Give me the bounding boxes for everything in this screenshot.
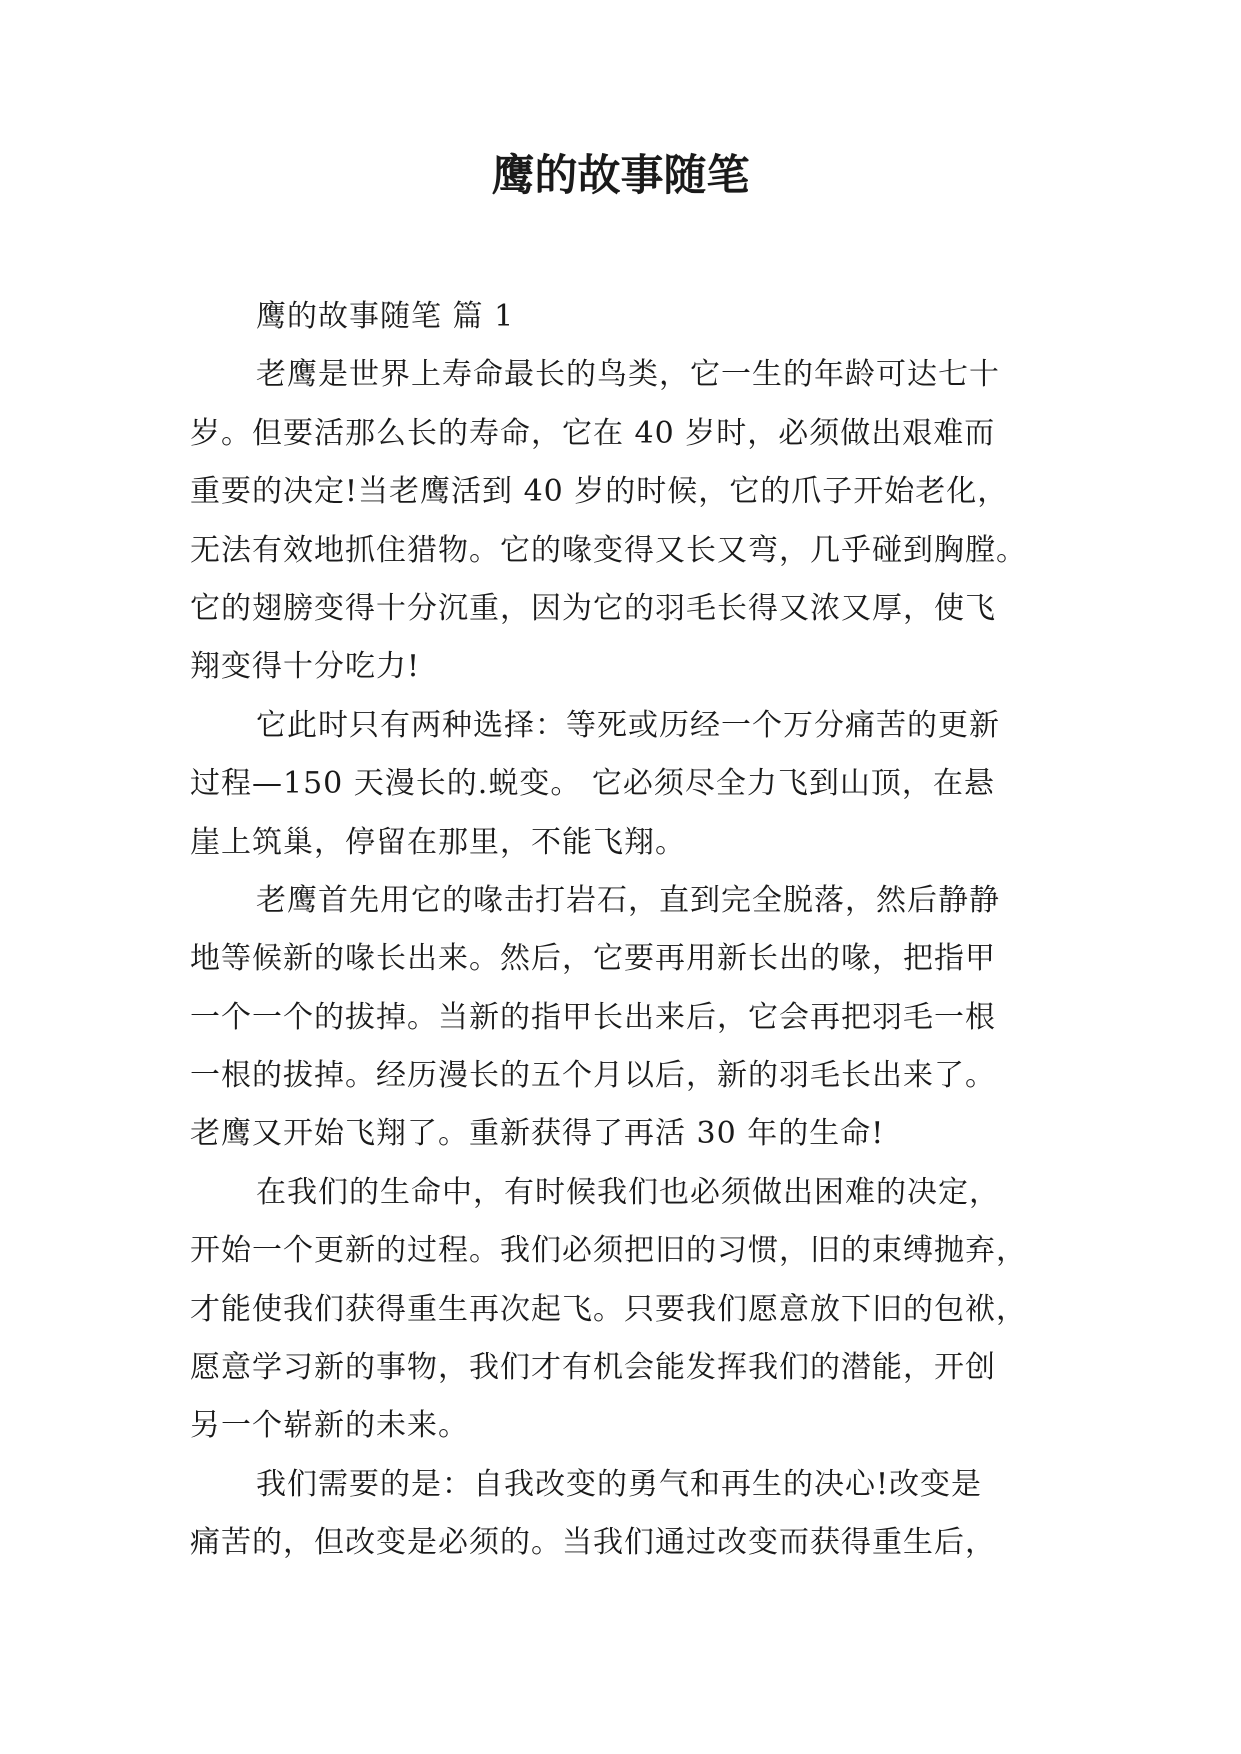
paragraph-line: 痛苦的，但改变是必须的。当我们通过改变而获得重生后，	[190, 1525, 996, 1561]
paragraph-line: 才能使我们获得重生再次起飞。只要我们愿意放下旧的包袱，	[190, 1291, 1027, 1327]
paragraph-line: 地等候新的喙长出来。然后，它要再用新长出的喙，把指甲	[190, 941, 996, 977]
paragraph-line: 它此时只有两种选择：等死或历经一个万分痛苦的更新	[256, 707, 1000, 743]
document-body	[190, 288, 1090, 1573]
paragraph-line: 它的翅膀变得十分沉重，因为它的羽毛长得又浓又厚，使飞	[190, 590, 996, 626]
paragraph-line: 老鹰是世界上寿命最长的鸟类，它一生的年龄可达七十	[256, 357, 1000, 393]
paragraph-line: 开始一个更新的过程。我们必须把旧的习惯，旧的束缚抛弃，	[190, 1233, 1027, 1269]
paragraph-line: 重要的决定!当老鹰活到 40 岁的时候，它的爪子开始老化，	[190, 474, 1009, 510]
paragraph-line: 愿意学习新的事物，我们才有机会能发挥我们的潜能，开创	[190, 1350, 996, 1386]
paragraph-line: 岁。但要活那么长的寿命，它在 40 岁时，必须做出艰难而	[190, 415, 996, 451]
page-title: 鹰的故事随笔	[491, 151, 750, 201]
section-heading: 鹰的故事随笔 篇 1	[256, 299, 515, 334]
paragraph-line: 崖上筑巢，停留在那里，不能飞翔。	[190, 824, 686, 860]
paragraph-line: 过程—150 天漫长的.蜕变。 它必须尽全力飞到山顶，在悬	[190, 766, 995, 802]
paragraph-line: 老鹰首先用它的喙击打岩石，直到完全脱落，然后静静	[256, 882, 1000, 918]
paragraph-line: 另一个崭新的未来。	[190, 1408, 469, 1444]
paragraph-line: 在我们的生命中，有时候我们也必须做出困难的决定，	[256, 1174, 1000, 1210]
paragraph-line: 我们需要的是：自我改变的勇气和再生的决心!改变是	[256, 1466, 983, 1502]
paragraph-line: 翔变得十分吃力!	[190, 649, 421, 685]
paragraph-line: 老鹰又开始飞翔了。重新获得了再活 30 年的生命!	[190, 1116, 885, 1152]
paragraph-line: 无法有效地抓住猎物。它的喙变得又长又弯，几乎碰到胸膛。	[190, 532, 1027, 568]
paragraph-line: 一根的拔掉。经历漫长的五个月以后，新的羽毛长出来了。	[190, 1058, 996, 1094]
paragraph-line: 一个一个的拔掉。当新的指甲长出来后，它会再把羽毛一根	[190, 999, 996, 1035]
